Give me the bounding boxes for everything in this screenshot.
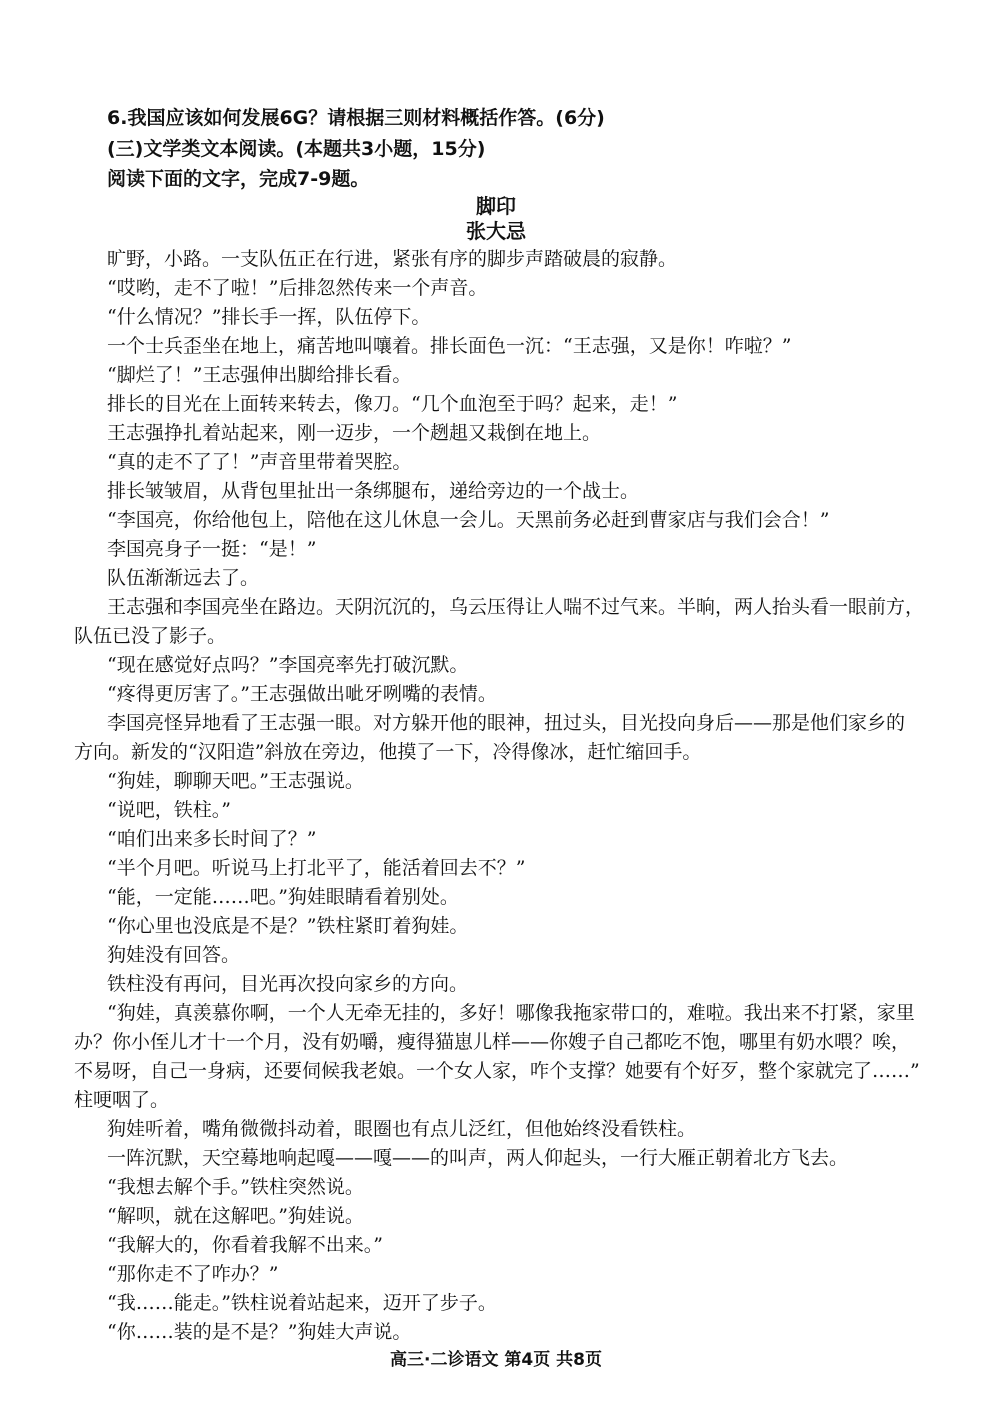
article-line: 队伍已没了影子。 xyxy=(74,625,227,647)
article-line: “真的走不了了！”声音里带着哭腔。 xyxy=(107,451,412,473)
article-line: “你……装的是不是？”狗娃大声说。 xyxy=(107,1321,412,1343)
article-line: 排长皱皱眉，从背包里扯出一条绑腿布，递给旁边的一个战士。 xyxy=(107,480,640,502)
article-line: 一阵沉默，天空蓦地响起嘎——嘎——的叫声，两人仰起头，一行大雁正朝着北方飞去。 xyxy=(107,1147,849,1169)
article-title: 脚印 xyxy=(476,194,516,218)
article-line: 旷野，小路。一支队伍正在行进，紧张有序的脚步声踏破晨的寂静。 xyxy=(107,248,678,270)
article-line: “咱们出来多长时间了？” xyxy=(107,828,317,850)
article-author: 张大忌 xyxy=(466,219,526,243)
article-line: 不易呀，自己一身病，还要伺候我老娘。一个女人家，咋个支撑？她要有个好歹，整个家就完了……” xyxy=(74,1060,920,1082)
article-line: “李国亮，你给他包上，陪他在这儿休息一会儿。天黑前务必赶到曹家店与我们会合！” xyxy=(107,509,830,531)
article-line: “那你走不了咋办？” xyxy=(107,1263,279,1285)
page-footer: 高三·二诊语文 第4页 共8页 xyxy=(390,1350,602,1370)
article-line: 李国亮怪异地看了王志强一眼。对方躲开他的眼神，扭过头，目光投向身后——那是他们家乡的 xyxy=(107,712,906,734)
article-line: “哎哟，走不了啦！”后排忽然传来一个声音。 xyxy=(107,277,488,299)
reading-instruction: 阅读下面的文字，完成7-9题。 xyxy=(107,168,370,190)
article-line: 李国亮身子一挺：“是！” xyxy=(107,538,317,560)
article-line: “你心里也没底是不是？”铁柱紧盯着狗娃。 xyxy=(107,915,469,937)
section-heading: (三)文学类文本阅读。(本题共3小题，15分) xyxy=(107,138,486,160)
article-line: 狗娃听着，嘴角微微抖动着，眼圈也有点儿泛红，但他始终没看铁柱。 xyxy=(107,1118,697,1140)
article-line: 排长的目光在上面转来转去，像刀。“几个血泡至于吗？起来，走！” xyxy=(107,393,678,415)
article-line: “半个月吧。听说马上打北平了，能活着回去不？” xyxy=(107,857,526,879)
article-line: “狗娃，聊聊天吧。”王志强说。 xyxy=(107,770,364,792)
article-line: “什么情况？”排长手一挥，队伍停下。 xyxy=(107,306,431,328)
article-line: 王志强挣扎着站起来，刚一迈步，一个趔趄又栽倒在地上。 xyxy=(107,422,602,444)
article-line: 柱哽咽了。 xyxy=(74,1089,170,1111)
question-6: 6.我国应该如何发展6G？请根据三则材料概括作答。(6分) xyxy=(107,107,605,129)
article-line: “现在感觉好点吗？”李国亮率先打破沉默。 xyxy=(107,654,469,676)
article-line: 办？你小侄儿才十一个月，没有奶嚼，瘦得猫崽儿样——你嫂子自己都吃不饱，哪里有奶水喂？唉， xyxy=(74,1031,911,1053)
article-line: “我想去解个手。”铁柱突然说。 xyxy=(107,1176,364,1198)
article-line: “狗娃，真羡慕你啊，一个人无牵无挂的，多好！哪像我拖家带口的，难啦。我出来不打紧，家里 xyxy=(107,1002,915,1024)
article-line: 狗娃没有回答。 xyxy=(107,944,241,966)
article-line: “说吧，铁柱。” xyxy=(107,799,231,821)
article-line: 王志强和李国亮坐在路边。天阴沉沉的，乌云压得让人喘不过气来。半晌，两人抬头看一眼前方， xyxy=(107,596,925,618)
article-line: 铁柱没有再问，目光再次投向家乡的方向。 xyxy=(107,973,469,995)
article-line: “能，一定能……吧。”狗娃眼睛看着别处。 xyxy=(107,886,459,908)
article-line: 队伍渐渐远去了。 xyxy=(107,567,260,589)
article-line: “解呗，就在这解吧。”狗娃说。 xyxy=(107,1205,364,1227)
article-line: 一个士兵歪坐在地上，痛苦地叫嚷着。排长面色一沉：“王志强，又是你！咋啦？” xyxy=(107,335,792,357)
article-line: “脚烂了！”王志强伸出脚给排长看。 xyxy=(107,364,412,386)
article-line: “疼得更厉害了。”王志强做出呲牙咧嘴的表情。 xyxy=(107,683,497,705)
article-line: “我……能走。”铁柱说着站起来，迈开了步子。 xyxy=(107,1292,497,1314)
article-line: “我解大的，你看着我解不出来。” xyxy=(107,1234,383,1256)
article-line: 方向。新发的“汉阳造”斜放在旁边，他摸了一下，冷得像冰，赶忙缩回手。 xyxy=(74,741,702,763)
